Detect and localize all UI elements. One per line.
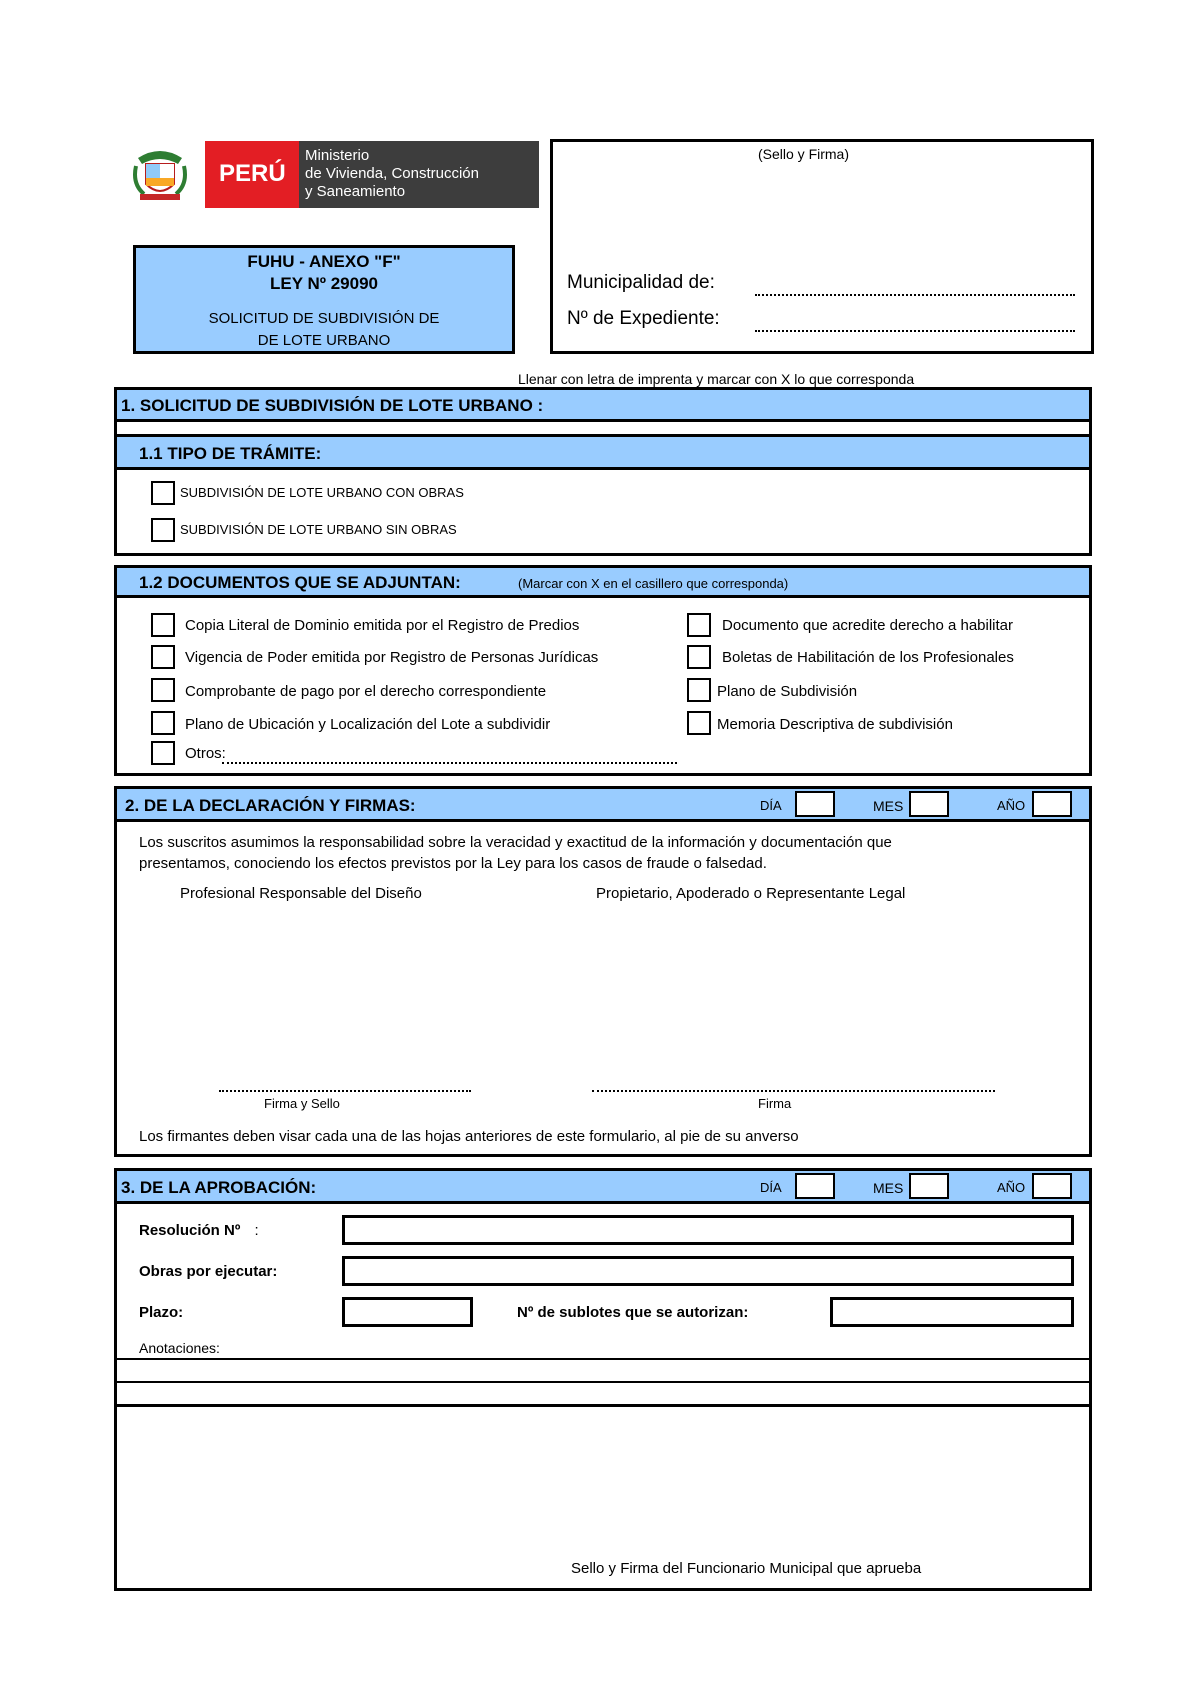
municipalidad-label: Municipalidad de: bbox=[567, 272, 715, 293]
section2-title: 2. DE LA DECLARACIÓN Y FIRMAS: bbox=[125, 796, 416, 815]
stamp-caption: (Sello y Firma) bbox=[758, 146, 850, 162]
brand-text: PERÚ bbox=[219, 160, 286, 187]
declaration-line2: presentamos, conociendo los efectos previstos por la Ley para los casos de fraude o falsedad. bbox=[139, 855, 767, 872]
doc-vigencia-poder-label: Vigencia de Poder emitida por Registro de Personas Jurídicas bbox=[185, 649, 599, 666]
form-id-box bbox=[133, 245, 515, 354]
signer-left-title: Profesional Responsable del Diseño bbox=[180, 885, 422, 902]
section1-1-header bbox=[114, 434, 1092, 470]
doc-copia-literal-label: Copia Literal de Dominio emitida por el Registro de Predios bbox=[185, 617, 580, 634]
resolucion-field[interactable] bbox=[342, 1215, 1074, 1245]
section1-2-note: (Marcar con X en el casillero que corresponda) bbox=[518, 576, 789, 591]
section3-dia-field[interactable] bbox=[795, 1173, 835, 1199]
checkbox-doc-plano-subdivision[interactable] bbox=[687, 678, 711, 702]
approval-signature-caption: Sello y Firma del Funcionario Municipal que aprueba bbox=[571, 1560, 922, 1577]
tramite-con-obras-label: SUBDIVISIÓN DE LOTE URBANO CON OBRAS bbox=[180, 485, 464, 500]
checkbox-tramite-sin-obras[interactable] bbox=[151, 518, 175, 542]
sublotes-field[interactable] bbox=[830, 1297, 1074, 1327]
anotaciones-label: Anotaciones: bbox=[139, 1340, 220, 1356]
doc-derecho-habilitar-label: Documento que acredite derecho a habilitar bbox=[722, 617, 1014, 634]
section2-mes-label: MES bbox=[873, 798, 904, 814]
checkbox-doc-plano-ubicacion[interactable] bbox=[151, 711, 175, 735]
section2-dia-field[interactable] bbox=[795, 791, 835, 817]
declaration-body bbox=[114, 822, 1092, 1157]
doc-plano-subdivision-label: Plano de Subdivisión bbox=[717, 683, 858, 700]
form-subtitle-line1: SOLICITUD DE SUBDIVISIÓN DE bbox=[208, 310, 440, 327]
plazo-label: Plazo: bbox=[139, 1304, 184, 1321]
instructions-text: Llenar con letra de imprenta y marcar con X lo que corresponda bbox=[518, 371, 915, 387]
ministry-line1: Ministerio bbox=[305, 147, 370, 164]
section1-header bbox=[114, 387, 1092, 422]
section1-1-title: 1.1 TIPO DE TRÁMITE: bbox=[139, 444, 322, 463]
checkbox-doc-memoria[interactable] bbox=[687, 711, 711, 735]
section1-2-header bbox=[114, 565, 1092, 598]
doc-memoria-label: Memoria Descriptiva de subdivisión bbox=[717, 716, 953, 733]
signer-right-title: Propietario, Apoderado o Representante Legal bbox=[596, 885, 906, 902]
signature-right-line[interactable] bbox=[592, 1090, 995, 1092]
ministry-line3: y Saneamiento bbox=[305, 183, 406, 200]
resolucion-label-text: Resolución Nº bbox=[139, 1222, 241, 1239]
checkbox-doc-copia-literal[interactable] bbox=[151, 613, 175, 637]
peru-coat-of-arms-icon bbox=[132, 144, 188, 204]
form-law: LEY Nº 29090 bbox=[270, 274, 378, 293]
doc-plano-ubicacion-label: Plano de Ubicación y Localización del Lote a subdividir bbox=[185, 716, 551, 733]
municipalidad-field[interactable] bbox=[755, 294, 1075, 296]
signature-right-caption: Firma bbox=[758, 1096, 792, 1111]
section2-anio-label: AÑO bbox=[997, 798, 1026, 813]
section3-title: 3. DE LA APROBACIÓN: bbox=[121, 1178, 317, 1197]
signature-left-line[interactable] bbox=[219, 1090, 471, 1092]
brand-box bbox=[205, 141, 299, 208]
doc-otros-label: Otros: bbox=[185, 745, 226, 762]
expediente-label: Nº de Expediente: bbox=[567, 308, 720, 329]
tramite-body bbox=[114, 470, 1092, 556]
section2-anio-field[interactable] bbox=[1032, 791, 1072, 817]
doc-boletas-label: Boletas de Habilitación de los Profesionales bbox=[722, 649, 1014, 666]
anotaciones-line2[interactable] bbox=[114, 1381, 1092, 1383]
tramite-sin-obras-label: SUBDIVISIÓN DE LOTE URBANO SIN OBRAS bbox=[180, 522, 457, 537]
obras-field[interactable] bbox=[342, 1256, 1074, 1286]
resolucion-colon: : bbox=[254, 1222, 259, 1239]
checkbox-doc-vigencia-poder[interactable] bbox=[151, 645, 175, 669]
anotaciones-line1[interactable] bbox=[114, 1358, 1092, 1360]
doc-comprobante-label: Comprobante de pago por el derecho correspondiente bbox=[185, 683, 547, 700]
declaration-line1: Los suscritos asumimos la responsabilidad sobre la veracidad y exactitud de la información y documentación que bbox=[139, 834, 892, 851]
section1-2-title: 1.2 DOCUMENTOS QUE SE ADJUNTAN: bbox=[139, 573, 461, 592]
section3-mes-field[interactable] bbox=[909, 1173, 949, 1199]
ministry-box bbox=[299, 141, 539, 208]
checkbox-doc-otros[interactable] bbox=[151, 741, 175, 765]
stamp-box bbox=[550, 139, 1094, 354]
section1-title: 1. SOLICITUD DE SUBDIVISIÓN DE LOTE URBANO : bbox=[121, 396, 544, 415]
section3-mes-label: MES bbox=[873, 1180, 904, 1196]
anotaciones-line3[interactable] bbox=[114, 1404, 1092, 1407]
checkbox-tramite-con-obras[interactable] bbox=[151, 481, 175, 505]
expediente-field[interactable] bbox=[755, 330, 1075, 332]
checkbox-doc-derecho-habilitar[interactable] bbox=[687, 613, 711, 637]
obras-label: Obras por ejecutar: bbox=[139, 1263, 278, 1280]
section3-dia-label: DÍA bbox=[760, 1180, 782, 1195]
checkbox-doc-comprobante[interactable] bbox=[151, 678, 175, 702]
signature-left-caption: Firma y Sello bbox=[264, 1096, 340, 1111]
resolucion-label bbox=[139, 1222, 259, 1239]
sublotes-label: Nº de sublotes que se autorizan: bbox=[517, 1304, 749, 1321]
signers-footer-note: Los firmantes deben visar cada una de las hojas anteriores de este formulario, al pie de su anverso bbox=[139, 1128, 799, 1145]
ministry-line2: de Vivienda, Construcción bbox=[305, 165, 479, 182]
form-title: FUHU - ANEXO "F" bbox=[247, 252, 401, 271]
section1-divider bbox=[114, 422, 1092, 434]
plazo-field[interactable] bbox=[342, 1297, 473, 1327]
section3-anio-field[interactable] bbox=[1032, 1173, 1072, 1199]
section2-mes-field[interactable] bbox=[909, 791, 949, 817]
section3-anio-label: AÑO bbox=[997, 1180, 1026, 1195]
form-subtitle-line2: DE LOTE URBANO bbox=[257, 332, 391, 349]
section2-dia-label: DÍA bbox=[760, 798, 782, 813]
doc-otros-field[interactable] bbox=[222, 762, 677, 764]
checkbox-doc-boletas[interactable] bbox=[687, 645, 711, 669]
